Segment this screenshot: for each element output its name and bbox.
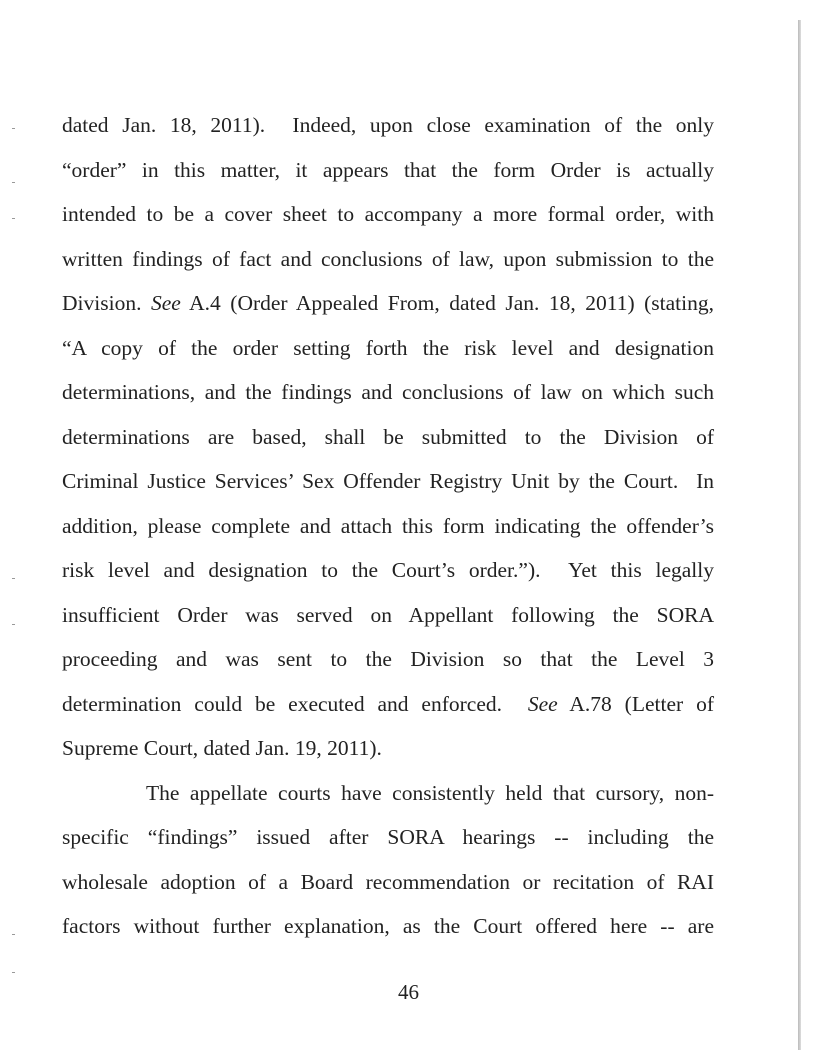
text-line: addition, please complete and attach this form indicating the offender’s — [62, 513, 714, 538]
text-line: risk level and designation to the Court’s order.”). Yet this legally — [62, 558, 714, 582]
scan-mark — [12, 578, 15, 579]
scan-mark — [12, 182, 15, 183]
text-line: The appellate courts have consistently held that cursory, non- — [62, 780, 714, 805]
text-line: “A copy of the order setting forth the risk level and designation — [62, 335, 714, 360]
text-line: “order” in this matter, it appears that the form Order is actually — [62, 157, 714, 182]
text-line: Division. See A.4 (Order Appealed From, dated Jan. 18, 2011) (stating, — [62, 291, 714, 315]
scan-mark — [12, 934, 15, 935]
text-line: specific “findings” issued after SORA hearings -- including the — [62, 825, 714, 849]
text-line: proceeding and was sent to the Division so that the Level 3 — [62, 647, 714, 671]
page-edge-line — [798, 20, 801, 1050]
scan-mark — [12, 972, 15, 973]
text-line: determination could be executed and enforced. See A.78 (Letter of — [62, 691, 714, 716]
scan-mark — [12, 128, 15, 129]
text-line: dated Jan. 18, 2011). Indeed, upon close examination of the only — [62, 113, 714, 137]
text-line: determinations, and the findings and conclusions of law on which such — [62, 380, 714, 404]
text-line: factors without further explanation, as the Court offered here -- are — [62, 914, 714, 938]
text-line: wholesale adoption of a Board recommendation or recitation of RAI — [62, 869, 714, 894]
text-line: Criminal Justice Services’ Sex Offender Registry Unit by the Court. In — [62, 469, 714, 493]
text-line: intended to be a cover sheet to accompany a more formal order, with — [62, 202, 714, 226]
scan-mark — [12, 624, 15, 625]
text-line: written findings of fact and conclusions of law, upon submission to the — [62, 246, 714, 271]
page-number: 46 — [398, 980, 419, 1004]
text-line: insufficient Order was served on Appellant following the SORA — [62, 602, 714, 627]
scan-mark — [12, 218, 15, 219]
text-line: determinations are based, shall be submitted to the Division of — [62, 424, 714, 449]
text-line: Supreme Court, dated Jan. 19, 2011). — [62, 736, 382, 760]
